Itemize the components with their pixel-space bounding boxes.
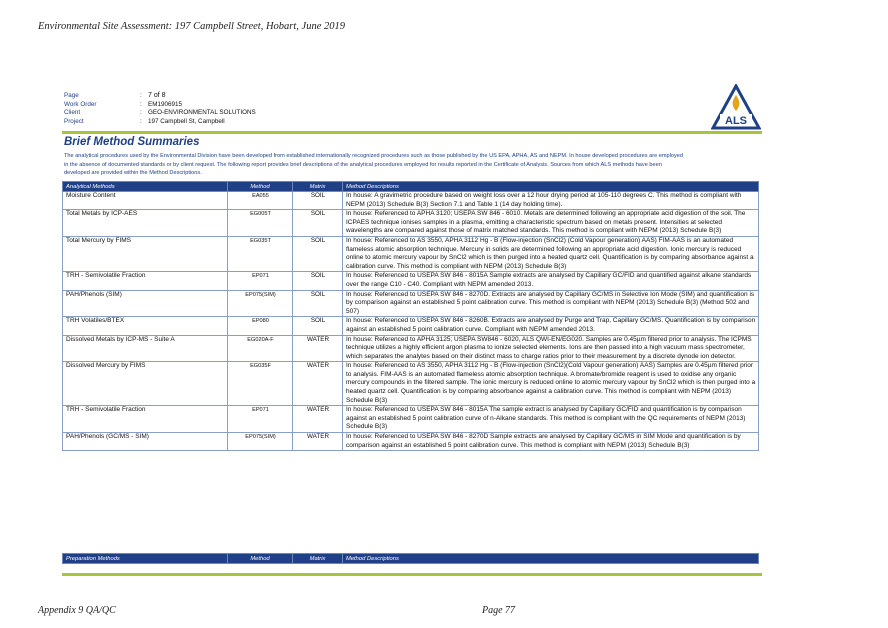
section-title: Brief Method Summaries bbox=[64, 136, 200, 148]
cell-method: EG005T bbox=[228, 210, 293, 237]
cell-method: EG035F bbox=[228, 362, 293, 406]
meta-value: 7 of 8 bbox=[148, 92, 166, 99]
header-method: Method bbox=[228, 182, 293, 192]
preparation-table bbox=[62, 553, 759, 564]
cell-analytical-method: Total Metals by ICP-AES bbox=[63, 210, 228, 237]
cell-matrix: SOIL bbox=[293, 236, 343, 271]
cell-description: In house: Referenced to APHA 3125; USEPA SW846 - 6020, ALS QWI-EN/EG020. Samples are 0.45µm filtered prior to analysis. The ICPMS technique utilizes a highly efficient argon plasma to ionize selected elements. Ions are then passed into a high vacuum mass spectrometer, which separates the analytes based on their distinct mass to charge ratios prior to their measurement by a discrete dynode ion detector. bbox=[343, 335, 759, 362]
cell-matrix: WATER bbox=[293, 406, 343, 433]
flame-icon bbox=[733, 95, 740, 111]
cell-analytical-method: PAH/Phenols (GC/MS - SIM) bbox=[63, 433, 228, 451]
table-row bbox=[63, 406, 759, 433]
cell-analytical-method: TRH - Semivolatile Fraction bbox=[63, 272, 228, 290]
cell-description: In house: Referenced to AS 3550, APHA 3112 Hg - B (Flow-injection (SnCl2) (Cold Vapour generation) AAS) FIM-AAS is an automated flameless atomic absorption technique. Mercury in solids are determined following an appropriate acid digestion. Ionic mercury is reduced online to atomic mercury vapour by SnCl2 which is then purged into a heated quartz cell. Quantification is by comparing absorbance against a calibration curve. This method is compliant with NEPM (2013) Schedule B(3) bbox=[343, 236, 759, 271]
header-analytical-methods: Analytical Methods bbox=[63, 182, 228, 192]
cell-matrix: WATER bbox=[293, 335, 343, 362]
meta-label: Client bbox=[64, 109, 81, 117]
cell-description: In house: A gravimetric procedure based on weight loss over a 12 hour drying period at 105-110 degrees C. This method is compliant with NEPM (2013) Schedule B(3) Section 7.1 and Table 1 (14 day holding time). bbox=[343, 192, 759, 210]
cell-matrix: SOIL bbox=[293, 290, 343, 317]
cell-analytical-method: Dissolved Mercury by FIMS bbox=[63, 362, 228, 406]
cell-description: In house: Referenced to USEPA SW 846 - 8015A Sample extracts are analysed by Capillary GC/FID and quantified against alkane standards over the range C10 - C40. Compliant with NEPM amended 2013. bbox=[343, 272, 759, 290]
cell-matrix: WATER bbox=[293, 362, 343, 406]
prep-header-row bbox=[63, 554, 759, 564]
cell-method: EP075(SIM) bbox=[228, 433, 293, 451]
header-matrix: Matrix bbox=[293, 182, 343, 192]
cell-matrix: SOIL bbox=[293, 192, 343, 210]
meta-value: EM1906915 bbox=[148, 100, 182, 108]
meta-separator: : bbox=[140, 100, 142, 108]
footer-page-number: Page 77 bbox=[482, 605, 516, 616]
cell-analytical-method: Total Mercury by FIMS bbox=[63, 236, 228, 271]
cell-method: EP071 bbox=[228, 406, 293, 433]
cell-analytical-method: Dissolved Metals by ICP-MS - Suite A bbox=[63, 335, 228, 362]
footer-appendix: Appendix 9 QA/QC bbox=[38, 605, 116, 616]
meta-separator: : bbox=[140, 109, 142, 117]
cell-method: EP080 bbox=[228, 317, 293, 335]
cell-method: EP071 bbox=[228, 272, 293, 290]
running-head: Environmental Site Assessment: 197 Campbell Street, Hobart, June 2019 bbox=[38, 21, 345, 32]
top-rule bbox=[62, 131, 762, 134]
methods-table-wrap bbox=[62, 181, 758, 451]
cell-matrix: SOIL bbox=[293, 317, 343, 335]
meta-label: Project bbox=[64, 117, 84, 125]
header-method-descriptions: Method Descriptions bbox=[343, 182, 759, 192]
bottom-rule bbox=[62, 573, 762, 576]
als-logo bbox=[711, 84, 761, 130]
meta-label: Page bbox=[64, 92, 79, 99]
table-row bbox=[63, 290, 759, 317]
table-row bbox=[63, 335, 759, 362]
cell-description: In house: Referenced to USEPA SW 846 - 8015A The sample extract is analysed by Capillary GC/FID and quantification is by comparison against an established 5 point calibration curve of n-Alkane standards. This method is compliant with the QC requirements of NEPM (2013) Schedule B(3) bbox=[343, 406, 759, 433]
meta-separator: : bbox=[140, 117, 142, 125]
cell-description: In house: Referenced to AS 3550, APHA 3112 Hg - B (Flow-injection (SnCl2)(Cold Vapour generation) AAS) Samples are 0.45µm filtered prior to analysis. FIM-AAS is an automated flameless atomic absorption technique. A bromate/bromide reagent is used to oxidise any organic mercury compounds in the filtered sample. The ionic mercury is reduced online to atomic mercury vapour by SnCl2 which is then purged into a heated quartz cell. Quantification is by comparing absorbance against a calibration curve. This method is compliant with NEPM (2013) Schedule B(3) bbox=[343, 362, 759, 406]
meta-row-work-order bbox=[64, 101, 256, 110]
meta-value: GEO-ENVIRONMENTAL SOLUTIONS bbox=[148, 109, 256, 117]
cell-method: EG035T bbox=[228, 236, 293, 271]
table-row bbox=[63, 317, 759, 335]
cell-description: In house: Referenced to USEPA SW 846 - 8270D Sample extracts are analysed by Capillary GC/MS in SIM Mode and quantification is by comparison against an established 5 point calibration curve. This method is compliant with NEPM (2013) Schedule B(3) bbox=[343, 433, 759, 451]
cell-description: In house: Referenced to USEPA SW 846 - 8270D. Extracts are analysed by Capillary GC/MS in Selective Ion Mode (SIM) and quantification is by comparison against an established 5 point calibration curve. This method is compliant with NEPM (2013) Schedule B(3) (Method 502 and 507) bbox=[343, 290, 759, 317]
header-preparation-methods: Preparation Methods bbox=[63, 554, 228, 564]
cell-description: In house: Referenced to USEPA SW 846 - 8260B. Extracts are analysed by Purge and Trap, Capillary GC/MS. Quantification is by comparison against an established 5 point calibration curve. Compliant with NEPM amended 2013. bbox=[343, 317, 759, 335]
cell-analytical-method: Moisture Content bbox=[63, 192, 228, 210]
preparation-table-wrap bbox=[62, 553, 758, 564]
meta-row-project bbox=[64, 118, 256, 127]
cell-method: EG020A-F bbox=[228, 335, 293, 362]
table-row bbox=[63, 192, 759, 210]
header-method-descriptions: Method Descriptions bbox=[343, 554, 759, 564]
cell-matrix: SOIL bbox=[293, 272, 343, 290]
header-matrix: Matrix bbox=[293, 554, 343, 564]
table-header-row bbox=[63, 182, 759, 192]
cell-description: In house: Referenced to APHA 3120; USEPA SW 846 - 6010. Metals are determined following an appropriate acid digestion of the soil. The ICPAES technique ionises samples in a plasma, emitting a characteristic spectrum based on metals present. Intensities at selected wavelengths are compared against those of matrix matched standards. This method is compliant with NEPM (2013) Schedule B(3) bbox=[343, 210, 759, 237]
meta-label: Work Order bbox=[64, 100, 97, 108]
cell-analytical-method: TRH - Semivolatile Fraction bbox=[63, 406, 228, 433]
logo-text: ALS bbox=[725, 115, 747, 127]
cell-matrix: SOIL bbox=[293, 210, 343, 237]
cell-method: EA055 bbox=[228, 192, 293, 210]
meta-separator: : bbox=[140, 92, 142, 99]
report-meta bbox=[64, 92, 256, 126]
meta-value: 197 Campbell St, Campbell bbox=[148, 117, 225, 125]
meta-row-page bbox=[64, 92, 256, 101]
cell-method: EP075(SIM) bbox=[228, 290, 293, 317]
table-row bbox=[63, 236, 759, 271]
table-row bbox=[63, 433, 759, 451]
table-row bbox=[63, 362, 759, 406]
section-intro: The analytical procedures used by the Environmental Division have been developed from established internationally recognized procedures such as those published by the US EPA, APHA, AS and NEPM. In house developed procedures are employed in the absence of documented standards or by client request. The following report provides brief descriptions of the analytical procedures employed for results reported in the Certificate of Analysis. Sources from which ALS methods have been developed are provided within the Method Descriptions. bbox=[64, 153, 683, 177]
table-row bbox=[63, 210, 759, 237]
table-row bbox=[63, 272, 759, 290]
header-method: Method bbox=[228, 554, 293, 564]
cell-analytical-method: TRH Volatiles/BTEX bbox=[63, 317, 228, 335]
cell-matrix: WATER bbox=[293, 433, 343, 451]
cell-analytical-method: PAH/Phenols (SIM) bbox=[63, 290, 228, 317]
meta-row-client bbox=[64, 109, 256, 118]
methods-table bbox=[62, 181, 759, 451]
